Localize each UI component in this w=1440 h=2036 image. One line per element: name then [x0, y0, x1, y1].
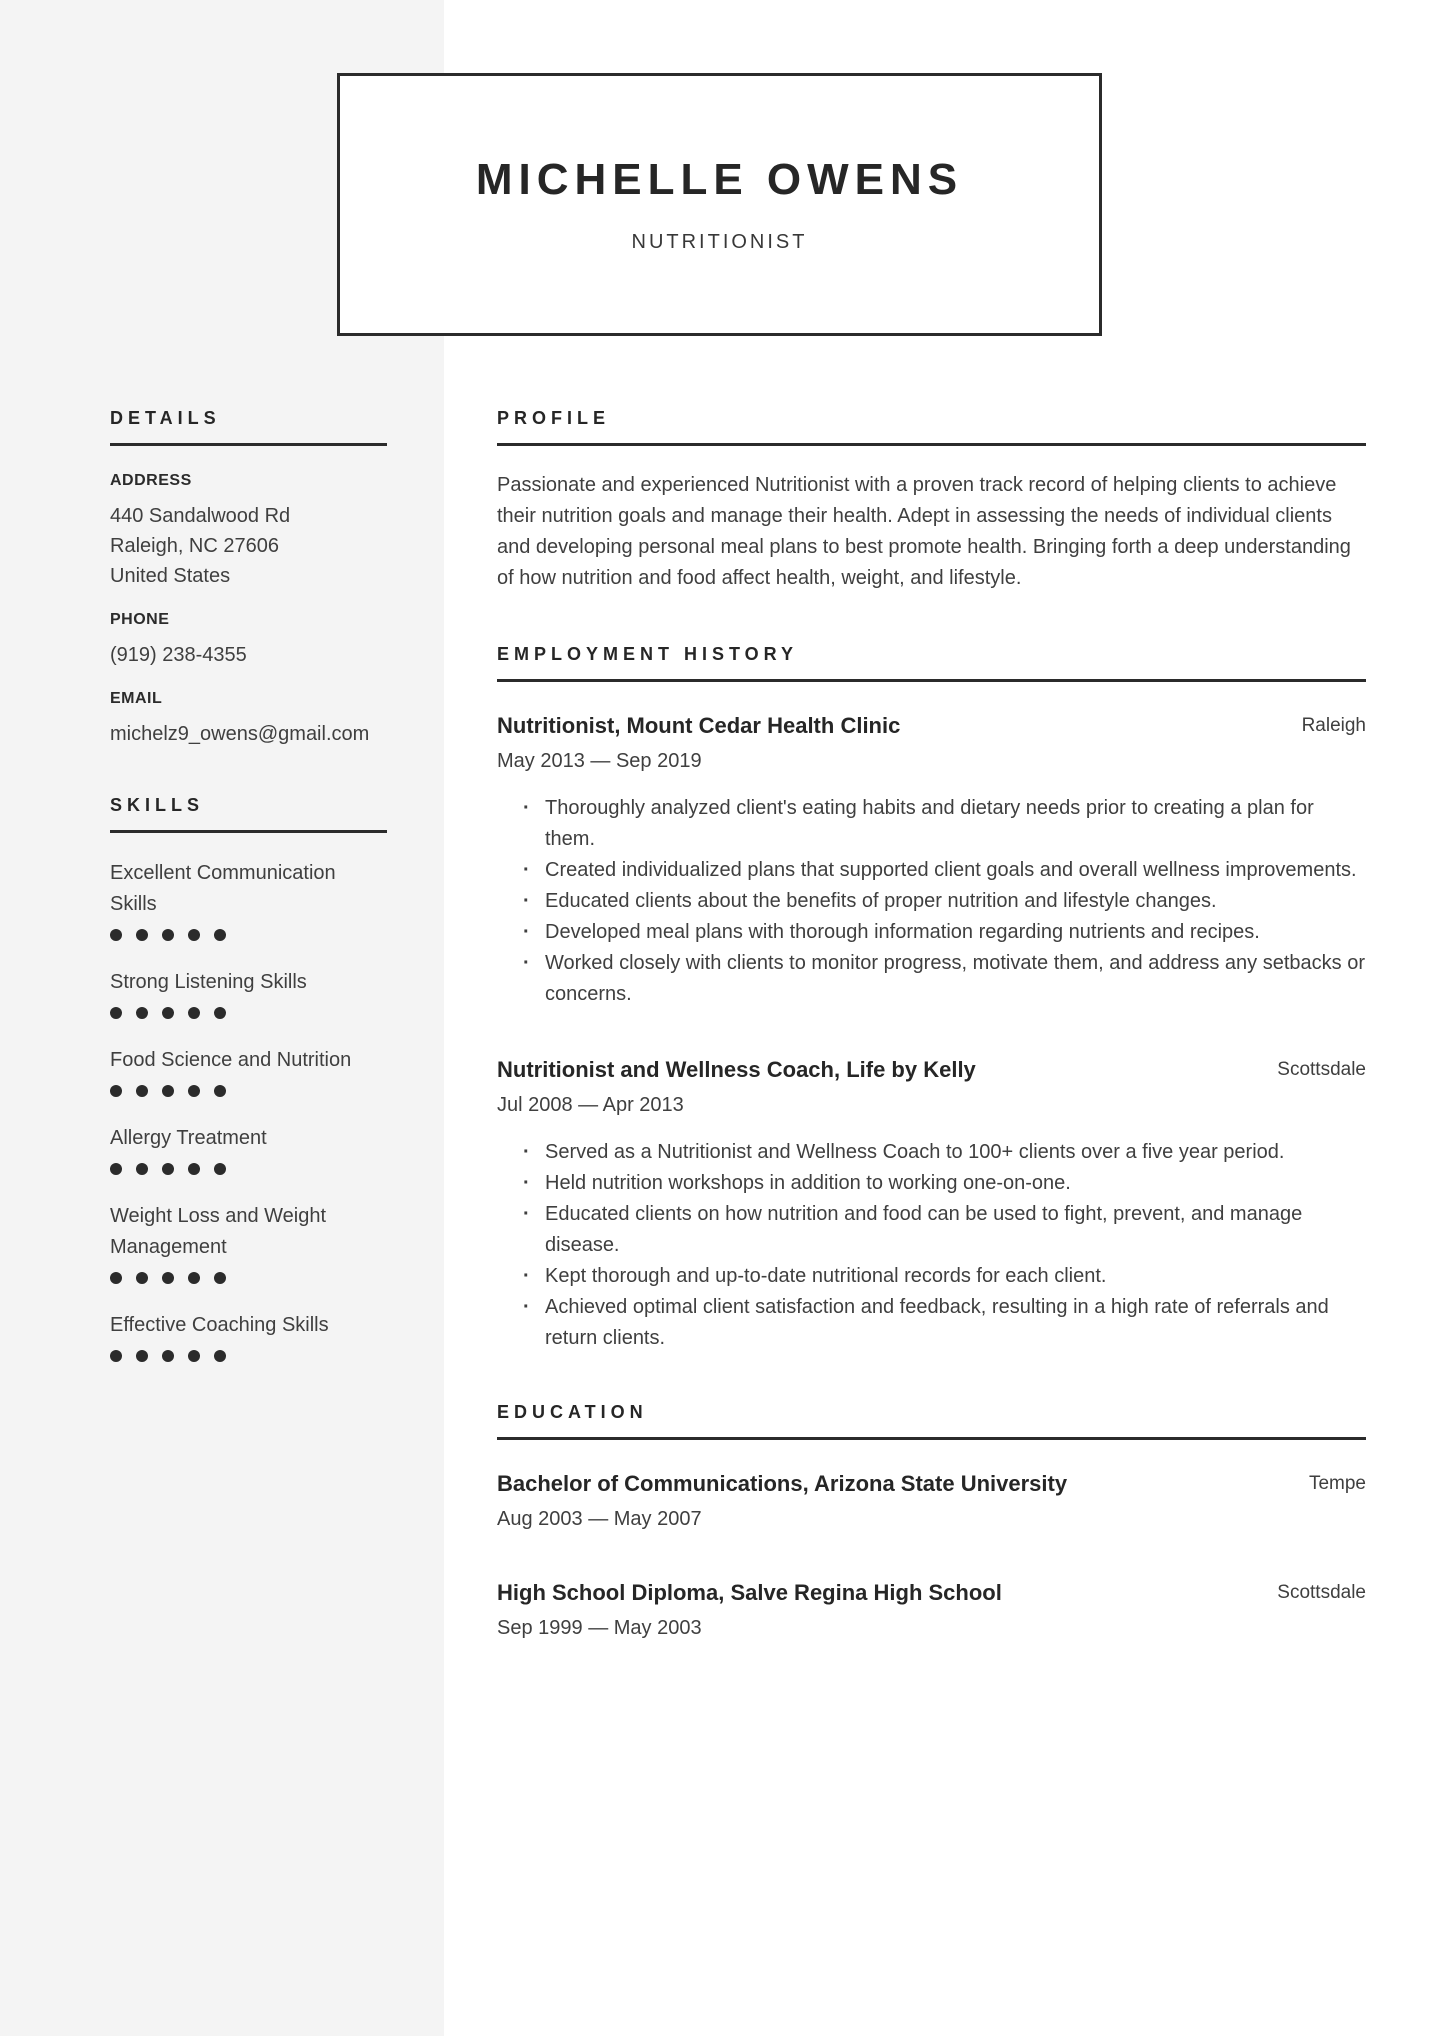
skill-label: Excellent Communication Skills — [110, 862, 336, 915]
skill-item — [110, 1123, 387, 1176]
job-dates: Jul 2008 — Apr 2013 — [497, 1094, 684, 1116]
details-section-title: DETAILS — [110, 408, 387, 446]
education-entry-head — [497, 1468, 1366, 1499]
job-bullet: · Held nutrition workshops in addition to working one-on-one. — [497, 1168, 1366, 1199]
email-block — [110, 688, 387, 749]
job-entry-head — [497, 1054, 1366, 1085]
skill-dot-icon — [110, 1007, 122, 1019]
employment-section — [497, 644, 1366, 1354]
skill-dot-icon — [188, 1163, 200, 1175]
skill-dot-icon — [214, 1350, 226, 1362]
profile-section-title: PROFILE — [497, 408, 1366, 446]
education-title: High School Diploma, Salve Regina High School — [497, 1580, 1002, 1605]
skill-item — [110, 1045, 387, 1098]
skill-dot-icon — [110, 1272, 122, 1284]
job-bullet: · Created individualized plans that supported client goals and overall wellness improvements. — [497, 855, 1366, 886]
person-name: MICHELLE OWENS — [475, 154, 964, 204]
phone-label: PHONE — [110, 611, 170, 628]
education-entry — [497, 1577, 1366, 1642]
job-location: Raleigh — [1301, 715, 1366, 736]
skill-label: Allergy Treatment — [110, 1127, 267, 1149]
skill-dot-icon — [136, 929, 148, 941]
skill-item — [110, 1201, 387, 1285]
skill-dot-icon — [136, 1007, 148, 1019]
phone-value: (919) 238-4355 — [110, 644, 247, 666]
education-location: Tempe — [1308, 1473, 1366, 1494]
details-section — [110, 408, 387, 749]
email-value: michelz9_owens@gmail.com — [110, 723, 370, 745]
address-line: United States — [110, 565, 231, 587]
job-bullet: · Developed meal plans with thorough information regarding nutrients and recipes. — [497, 917, 1366, 948]
email-label: EMAIL — [110, 690, 163, 707]
skill-level-dots — [110, 1349, 387, 1363]
job-bullets — [497, 1137, 1366, 1354]
skills-section — [110, 795, 387, 1363]
name-header-box — [337, 73, 1102, 336]
skill-label: Food Science and Nutrition — [110, 1049, 352, 1071]
skill-dot-icon — [188, 1007, 200, 1019]
skill-label: Effective Coaching Skills — [110, 1314, 329, 1336]
skill-dot-icon — [136, 1272, 148, 1284]
skill-dot-icon — [214, 1272, 226, 1284]
job-bullet: · Thoroughly analyzed client's eating habits and dietary needs prior to creating a plan for them. — [497, 793, 1366, 855]
jobs-list — [497, 710, 1366, 1354]
sidebar — [110, 408, 387, 1363]
skill-dot-icon — [214, 1007, 226, 1019]
skill-level-dots — [110, 1162, 387, 1176]
skill-level-dots — [110, 1271, 387, 1285]
skill-dot-icon — [214, 929, 226, 941]
job-bullet: · Educated clients on how nutrition and food can be used to fight, prevent, and manage disease. — [497, 1199, 1366, 1261]
profile-section — [497, 408, 1366, 594]
education-section-title: EDUCATION — [497, 1402, 1366, 1440]
job-entry-head — [497, 710, 1366, 741]
education-dates: Aug 2003 — May 2007 — [497, 1508, 702, 1530]
skill-dot-icon — [214, 1085, 226, 1097]
phone-block — [110, 609, 387, 670]
skill-label: Strong Listening Skills — [110, 971, 307, 993]
job-dates: May 2013 — Sep 2019 — [497, 750, 702, 772]
job-bullet: · Achieved optimal client satisfaction and feedback, resulting in a high rate of referrals and return clients. — [497, 1292, 1366, 1354]
job-bullet: · Educated clients about the benefits of proper nutrition and lifestyle changes. — [497, 886, 1366, 917]
profile-text: Passionate and experienced Nutritionist with a proven track record of helping clients to achieve their nutrition goals and manage their health. Adept in assessing the needs of individual clients and developing personal meal plans to best promote health. Bringing forth a deep understanding of how nutrition and food affect health, weight, and lifestyle. — [497, 474, 1351, 589]
education-section — [497, 1402, 1366, 1642]
education-dates: Sep 1999 — May 2003 — [497, 1617, 702, 1639]
job-bullets — [497, 793, 1366, 1010]
main-content — [497, 408, 1366, 1642]
skill-dot-icon — [162, 1163, 174, 1175]
skill-dot-icon — [110, 929, 122, 941]
job-entry — [497, 710, 1366, 1010]
education-entry-head — [497, 1577, 1366, 1608]
skill-dot-icon — [136, 1350, 148, 1362]
skill-level-dots — [110, 928, 387, 942]
job-title: Nutritionist and Wellness Coach, Life by Kelly — [497, 1057, 976, 1082]
skill-item — [110, 967, 387, 1020]
skill-dot-icon — [188, 929, 200, 941]
education-list — [497, 1468, 1366, 1642]
job-entry — [497, 1054, 1366, 1354]
skill-dot-icon — [188, 1272, 200, 1284]
skill-item — [110, 858, 387, 942]
skill-dot-icon — [162, 1350, 174, 1362]
person-role: NUTRITIONIST — [631, 230, 808, 253]
skill-dot-icon — [162, 1085, 174, 1097]
skill-item — [110, 1310, 387, 1363]
skills-list — [110, 858, 387, 1363]
skills-section-title: SKILLS — [110, 795, 387, 833]
skill-dot-icon — [136, 1085, 148, 1097]
address-line: 440 Sandalwood Rd — [110, 505, 291, 527]
address-line: Raleigh, NC 27606 — [110, 535, 279, 557]
skill-label: Weight Loss and Weight Management — [110, 1205, 327, 1258]
skill-dot-icon — [162, 929, 174, 941]
skill-dot-icon — [188, 1085, 200, 1097]
education-title: Bachelor of Communications, Arizona State University — [497, 1471, 1068, 1496]
skill-dot-icon — [188, 1350, 200, 1362]
skill-dot-icon — [110, 1163, 122, 1175]
skill-dot-icon — [110, 1085, 122, 1097]
education-entry — [497, 1468, 1366, 1533]
job-bullet: · Worked closely with clients to monitor progress, motivate them, and address any setbacks or concerns. — [497, 948, 1366, 1010]
skill-level-dots — [110, 1084, 387, 1098]
skill-dot-icon — [110, 1350, 122, 1362]
skill-level-dots — [110, 1006, 387, 1020]
skill-dot-icon — [214, 1163, 226, 1175]
job-bullet: · Served as a Nutritionist and Wellness Coach to 100+ clients over a five year period. — [497, 1137, 1366, 1168]
job-title: Nutritionist, Mount Cedar Health Clinic — [497, 713, 901, 738]
skill-dot-icon — [162, 1272, 174, 1284]
address-label: ADDRESS — [110, 472, 192, 489]
job-location: Scottsdale — [1277, 1059, 1366, 1080]
job-bullet: · Kept thorough and up-to-date nutritional records for each client. — [497, 1261, 1366, 1292]
education-location: Scottsdale — [1277, 1582, 1366, 1603]
skill-dot-icon — [136, 1163, 148, 1175]
address-block — [110, 470, 387, 591]
skill-dot-icon — [162, 1007, 174, 1019]
employment-section-title: EMPLOYMENT HISTORY — [497, 644, 1366, 682]
